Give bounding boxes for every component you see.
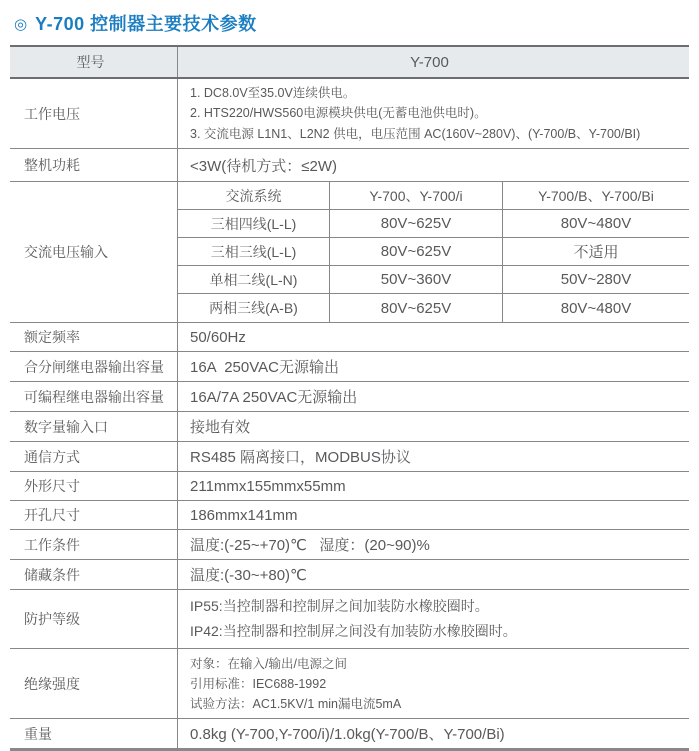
row-value xyxy=(178,649,689,718)
row-communication xyxy=(10,442,689,472)
row-value xyxy=(178,79,689,148)
ac-subtable-row xyxy=(178,266,689,294)
row-label: 绝缘强度 xyxy=(10,649,178,718)
page-title-bar xyxy=(14,10,689,36)
row-label: 通信方式 xyxy=(10,442,178,471)
row-weight xyxy=(10,719,689,748)
ac-subtable-row xyxy=(178,294,689,322)
ac-col-header: 交流系统 xyxy=(178,182,330,209)
row-digital-input xyxy=(10,412,689,442)
row-value: 温度:(-25~+70)℃ 湿度：(20~90)% xyxy=(190,537,430,554)
row-value: <3W(待机方式：≤2W) xyxy=(190,157,337,175)
row-value: 16A/7A 250VAC无源输出 xyxy=(190,389,358,406)
ac-cell: 两相三线(A-B) xyxy=(178,294,330,322)
row-label: 合分闸继电器输出容量 xyxy=(10,352,178,381)
row-outline-dimensions xyxy=(10,472,689,501)
row-label: 交流电压输入 xyxy=(10,182,178,322)
ac-cell: 80V~480V xyxy=(560,215,632,232)
ac-cell: 80V~625V xyxy=(330,294,503,322)
row-value xyxy=(178,590,689,648)
ac-cell: 不适用 xyxy=(573,244,619,261)
ac-subtable-row xyxy=(178,238,689,266)
working-voltage-line-3: 3. 交流电源 L1N1、L2N2 供电，电压范围 AC(160V~280V)、(Y-700/B、Y-700/BI) xyxy=(190,126,641,141)
row-rated-frequency xyxy=(10,323,689,352)
ac-subtable-header xyxy=(178,182,689,210)
row-value: 50/60Hz xyxy=(190,328,246,346)
row-label: 工作条件 xyxy=(10,530,178,559)
ac-cell: 三相四线(L-L) xyxy=(178,210,330,237)
row-value: 接地有效 xyxy=(190,419,251,436)
table-header-row xyxy=(10,47,689,79)
row-ac-voltage-input xyxy=(10,182,689,323)
row-power-consumption xyxy=(10,149,689,182)
page-title: Y-700 控制器主要技术参数 xyxy=(35,14,257,34)
protection-line-2: IP42:当控制器和控制屏之间没有加装防水橡胶圈时。 xyxy=(190,623,517,640)
ac-cell: 单相二线(L-N) xyxy=(178,266,330,293)
row-storage-conditions xyxy=(10,560,689,590)
row-switch-relay-output xyxy=(10,352,689,382)
working-voltage-line-2: 2. HTS220/HWS560电源模块供电(无蓄电池供电时)。 xyxy=(190,106,487,121)
ac-cell: 80V~480V xyxy=(560,299,632,317)
ac-cell: 80V~625V xyxy=(330,210,503,237)
spec-table xyxy=(10,45,689,751)
row-protection-rating xyxy=(10,590,689,649)
row-operating-conditions xyxy=(10,530,689,560)
row-label: 外形尺寸 xyxy=(10,472,178,500)
row-value: 温度:(-30~+80)℃ xyxy=(190,567,307,584)
row-label: 整机功耗 xyxy=(10,149,178,181)
header-model-label: 型号 xyxy=(10,47,178,77)
row-value: 186mmx141mm xyxy=(190,506,298,524)
ac-col-header: Y-700、Y-700/i xyxy=(330,182,503,209)
row-value: RS485 隔离接口，MODBUS协议 xyxy=(190,449,411,466)
row-label: 重量 xyxy=(10,719,178,748)
working-voltage-line-1: 1. DC8.0V至35.0V连续供电。 xyxy=(190,86,356,101)
ac-input-subtable xyxy=(178,182,689,322)
row-label: 工作电压 xyxy=(10,79,178,148)
row-value: 16A 250VAC无源输出 xyxy=(190,359,339,376)
row-label: 储藏条件 xyxy=(10,560,178,589)
ac-col-header: Y-700/B、Y-700/Bi xyxy=(538,187,654,204)
header-model-value: Y-700 xyxy=(410,53,449,71)
row-label: 防护等级 xyxy=(10,590,178,648)
row-label: 额定频率 xyxy=(10,323,178,351)
insulation-line-3: 试验方法：AC1.5KV/1 min漏电流5mA xyxy=(190,697,402,711)
row-value: 211mmx155mmx55mm xyxy=(190,477,346,495)
row-programmable-relay-output xyxy=(10,382,689,412)
insulation-line-1: 对象：在输入/输出/电源之间 xyxy=(190,656,347,671)
row-insulation-strength xyxy=(10,649,689,719)
ac-cell: 50V~360V xyxy=(330,266,503,293)
ac-cell: 三相三线(L-L) xyxy=(178,238,330,265)
ac-cell: 50V~280V xyxy=(560,271,632,288)
row-label: 可编程继电器输出容量 xyxy=(10,382,178,411)
protection-line-1: IP55:当控制器和控制屏之间加装防水橡胶圈时。 xyxy=(190,598,489,614)
row-value: 0.8kg (Y-700,Y-700/i)/1.0kg(Y-700/B、Y-700/Bi) xyxy=(190,726,505,744)
insulation-line-2: 引用标准：IEC688-1992 xyxy=(190,676,327,691)
double-circle-icon: ◎ xyxy=(14,15,28,33)
row-label: 开孔尺寸 xyxy=(10,501,178,529)
row-working-voltage xyxy=(10,79,689,149)
row-cutout-dimensions xyxy=(10,501,689,530)
ac-subtable-row xyxy=(178,210,689,238)
row-label: 数字量输入口 xyxy=(10,412,178,441)
ac-cell: 80V~625V xyxy=(330,238,503,265)
